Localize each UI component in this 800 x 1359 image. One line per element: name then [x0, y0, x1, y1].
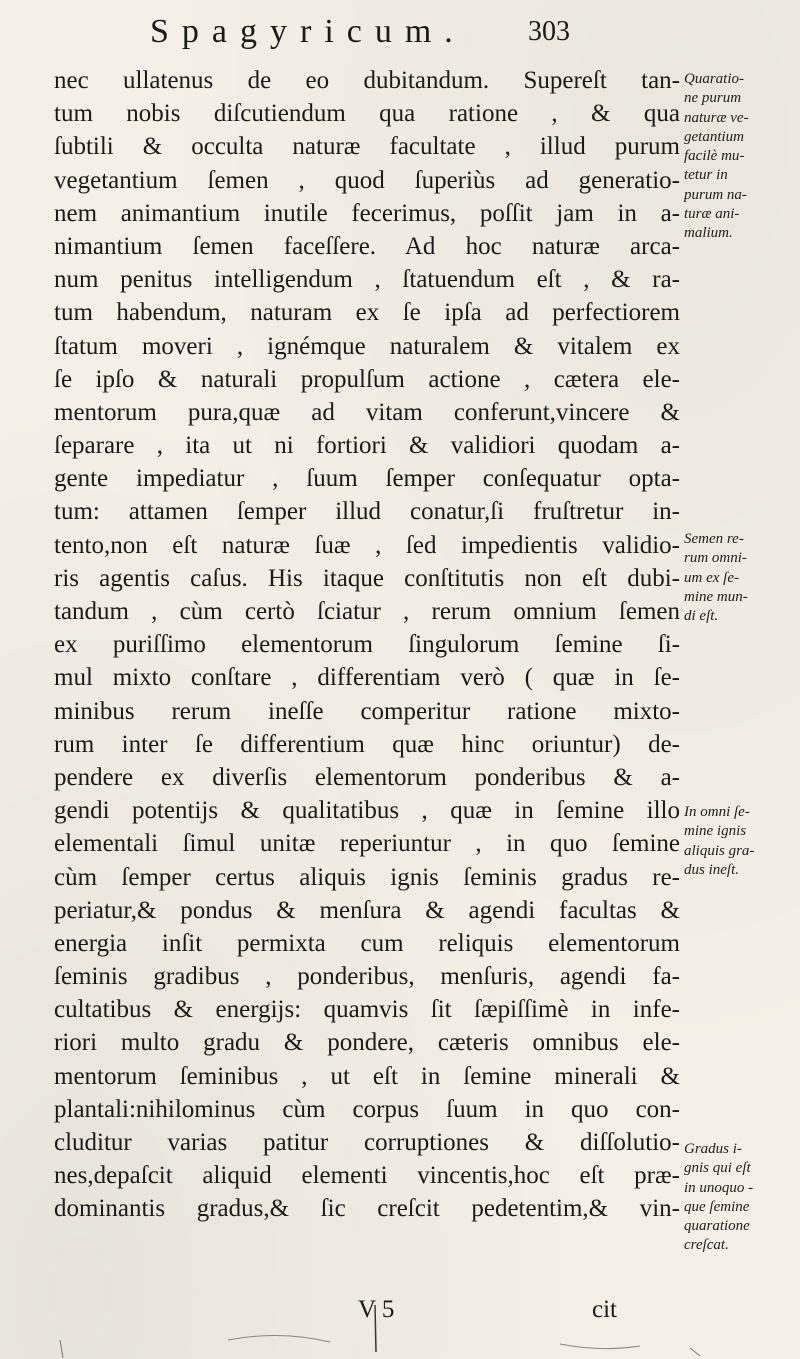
text-line: ſeparare , ita ut ni fortiori & validiori quodam a- — [54, 432, 680, 460]
margin-note-line: getantium — [684, 128, 744, 145]
paper-scratch-marks — [0, 1300, 800, 1359]
running-title: Spagyricum. — [150, 13, 466, 50]
margin-note-line: tetur in — [684, 167, 728, 184]
text-line: ſtatum moveri , ignémque naturalem & vitalem ex — [54, 332, 680, 360]
text-line: tento,non eſt naturæ ſuæ , ſed impedientis validio- — [54, 531, 680, 559]
margin-note-line: naturæ ve- — [684, 109, 749, 126]
text-line: tandum , cùm certò ſciatur , rerum omnium ſemen — [54, 598, 680, 625]
text-line: ris agentis caſus. His itaque conſtitutis non eſt dubi- — [54, 564, 680, 592]
margin-note-line: Semen re- — [684, 531, 744, 547]
main-text-column — [54, 64, 680, 1226]
margin-note-line: que ſemine — [684, 1198, 750, 1215]
margin-note-line: facilè mu- — [684, 148, 745, 165]
text-line: mul mixto conſtare , differentiam verò ( quæ in ſe- — [54, 664, 680, 692]
text-line: pendere ex diverſis elementorum ponderibus & a- — [54, 763, 680, 791]
margin-note-line: malium. — [684, 225, 733, 242]
text-line: rum inter ſe differentium quæ hinc oriuntur) de- — [54, 730, 680, 758]
page-number: 303 — [528, 16, 570, 47]
text-line: dominantis gradus,& ſic creſcit pedetentim,& vin- — [54, 1195, 680, 1223]
margin-note-line: turæ ani- — [684, 206, 740, 223]
text-line: ſe ipſo & naturali propulſum actione , cætera ele- — [54, 365, 680, 393]
text-line: gente impediatur , ſuum ſemper conſequatur opta- — [54, 465, 680, 493]
margin-note-line: Quaratio- — [684, 71, 744, 87]
text-line: tum habendum, naturam ex ſe ipſa ad perfectiorem — [54, 299, 680, 327]
margin-note-line: Gradus i- — [684, 1141, 742, 1157]
page-header — [0, 12, 800, 52]
text-line: plantali:nihilominus cùm corpus ſuum in quo con- — [54, 1095, 680, 1123]
margin-note-line: dus ineſt. — [684, 861, 739, 878]
text-line: riori multo gradu & pondere, cæteris omnibus ele- — [54, 1029, 680, 1057]
text-line: num penitus intelligendum , ſtatuendum eſt , & ra- — [54, 266, 680, 294]
text-line: cùm ſemper certus aliquis ignis ſeminis gradus re- — [54, 863, 680, 891]
text-line: nec ullatenus de eo dubitandum. Supereſt tan- — [54, 67, 680, 94]
catchword: cit — [592, 1296, 617, 1323]
text-line: cultatibus & energijs: quamvis ſit ſæpiſſimè in infe- — [54, 996, 680, 1024]
text-line: nem animantium inutile fecerimus, poſſit jam in a- — [54, 199, 680, 227]
text-line: periatur,& pondus & menſura & agendi facultas & — [54, 896, 680, 924]
margin-note-line: in unoquo - — [684, 1179, 754, 1196]
text-line: ſeminis gradibus , ponderibus, menſuris, agendi fa- — [54, 963, 680, 991]
text-line: ſubtili & occulta naturæ facultate , illud purum — [54, 133, 680, 161]
text-line: minibus rerum ineſſe comperitur ratione mixto- — [54, 697, 680, 725]
text-line: tum nobis diſcutiendum qua ratione , & qua — [54, 100, 680, 128]
margin-note-line: um ex ſe- — [684, 569, 739, 586]
text-line: ex puriſſimo elementorum ſingulorum ſemine ſi- — [54, 631, 680, 659]
text-line: nes,depaſcit aliquid elementi vincentis,hoc eſt præ- — [54, 1162, 680, 1190]
margin-note-line: In omni ſe- — [684, 804, 750, 820]
text-line: mentorum pura,quæ ad vitam conferunt,vincere & — [54, 398, 680, 426]
margin-note-line: di eſt. — [684, 608, 719, 625]
text-line: elementali ſimul unitæ reperiuntur , in quo ſemine — [54, 830, 680, 858]
margin-note-line: creſcat. — [684, 1237, 729, 1254]
text-line: vegetantium ſemen , quod ſuperiùs ad generatio- — [54, 166, 680, 194]
margin-note-3 — [684, 803, 796, 880]
margin-note-line: gnis qui eſt — [684, 1160, 751, 1177]
text-line: mentorum ſeminibus , ut eſt in ſemine minerali & — [54, 1062, 680, 1090]
margin-note-line: aliquis gra- — [684, 842, 755, 859]
text-line: nimantium ſemen faceſſere. Ad hoc naturæ arca- — [54, 232, 680, 260]
margin-note-line: mine ignis — [684, 823, 747, 840]
margin-note-1 — [684, 70, 796, 244]
margin-note-line: rum omni- — [684, 550, 747, 567]
margin-note-line: quaratione — [684, 1218, 750, 1235]
margin-note-line: ne purum — [684, 90, 742, 107]
text-line: gendi potentijs & qualitatibus , quæ in ſemine illo — [54, 797, 680, 825]
margin-note-2 — [684, 530, 796, 626]
text-line: cluditur varias patitur corruptiones & diſſolutio- — [54, 1129, 680, 1156]
text-line: tum: attamen ſemper illud conatur,ſi fruſtretur in- — [54, 498, 680, 526]
text-line: energia inſit permixta cum reliquis elementorum — [54, 929, 680, 957]
signature-mark: V 5 — [358, 1296, 395, 1323]
margin-note-line: mine mun- — [684, 588, 748, 605]
margin-note-4 — [684, 1140, 796, 1256]
margin-note-line: purum na- — [684, 186, 747, 203]
